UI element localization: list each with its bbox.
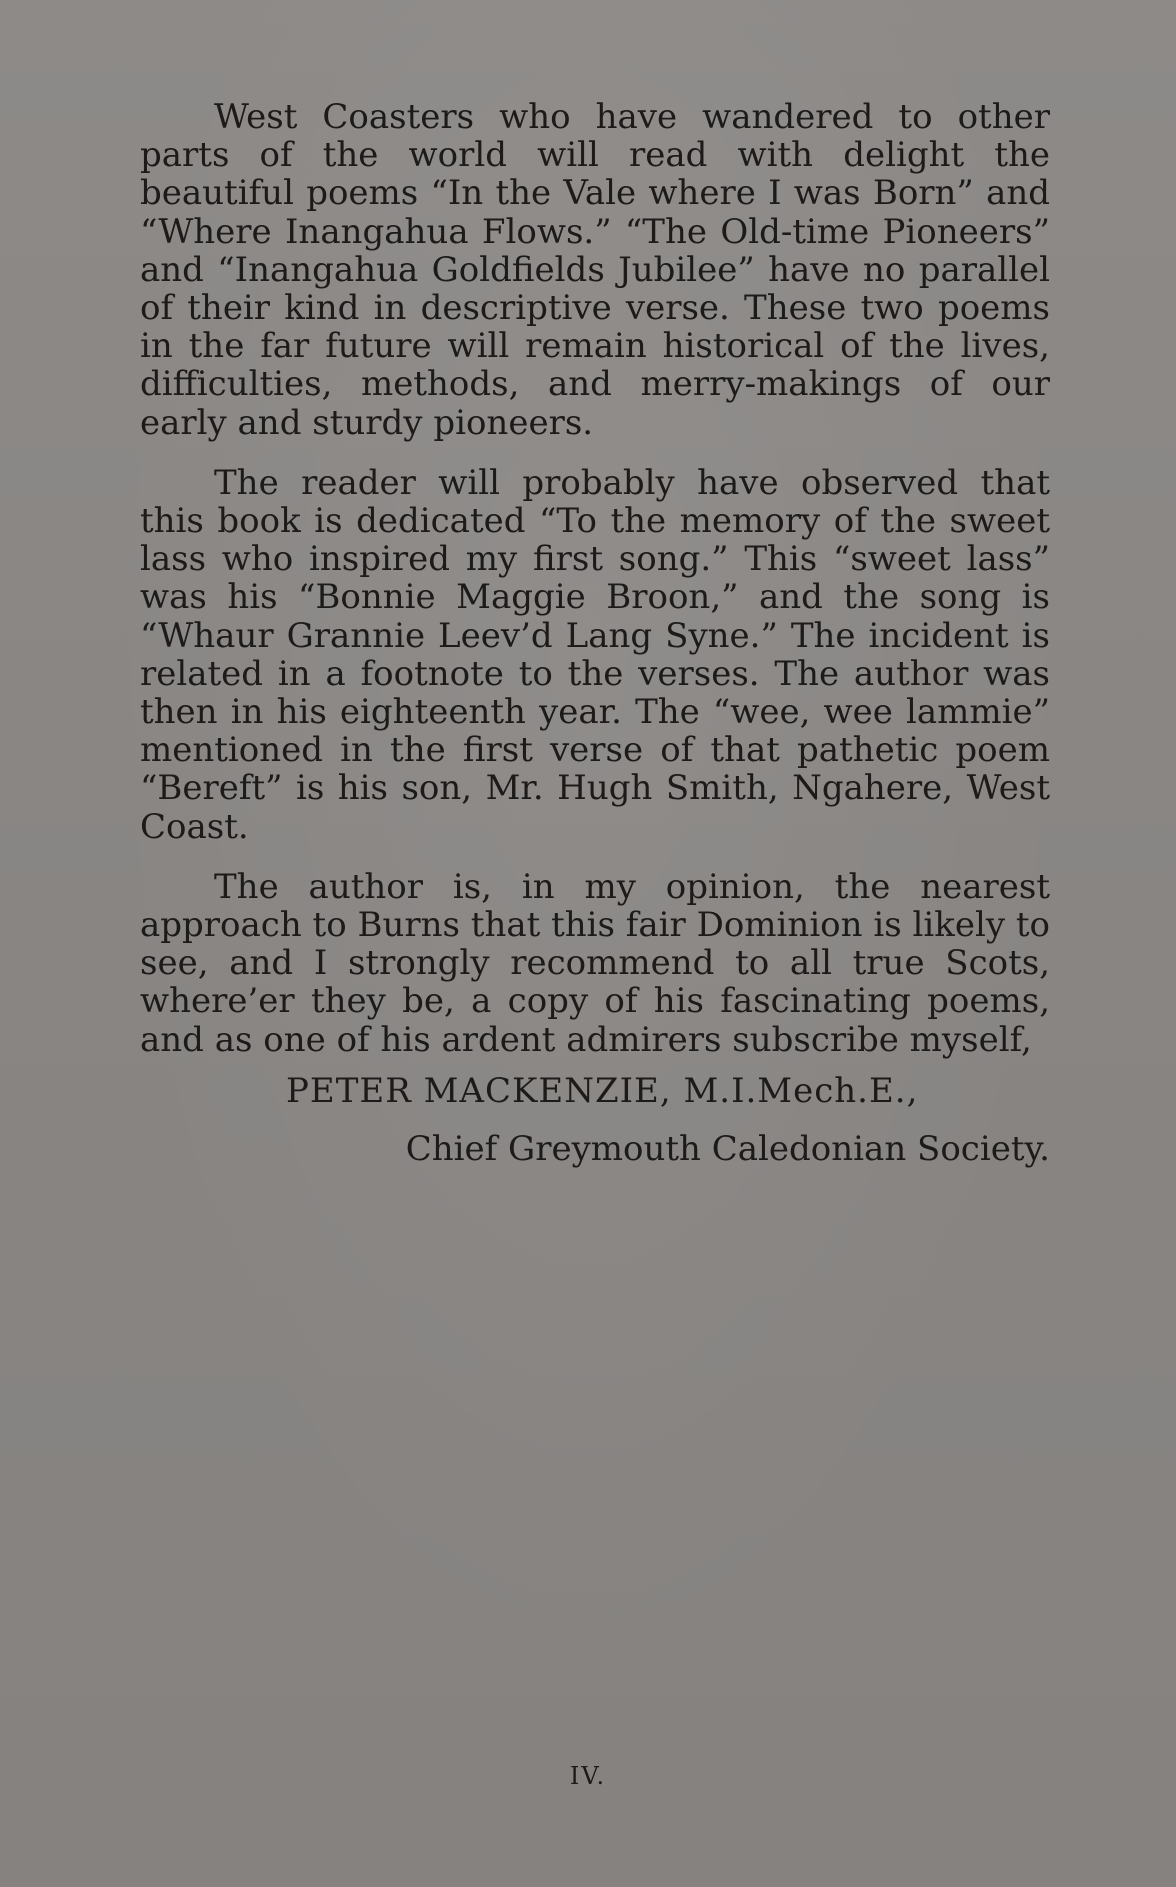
signature-title: Chief Greymouth Caledonian Society. <box>405 1129 1050 1169</box>
page-number: IV. <box>569 1762 607 1790</box>
paragraph-author-opinion: The author is, in my opinion, the nearest approach to Burns that this fair Dominion is likely to see, and I strongly recommend to all true Scots, where’er they be, a copy of his fascinating poems, and as one of his ardent admirers subscribe myself, <box>140 866 1050 1060</box>
body-text <box>140 98 1050 1059</box>
paragraph-dedication: The reader will probably have observed that this book is dedicated “To the memory of the sweet lass who inspired my first song.” This “sweet lass” was his “Bonnie Maggie Broon,” and the song is “Whaur Grannie Leev’d Lang Syne.” The incident is related in a footnote to the verses. The author was then in his eighteenth year. The “wee, wee lammie” mentioned in the first verse of that pathetic poem “Bereft” is his son, Mr. Hugh Smith, Ngahere, West Coast. <box>140 462 1050 847</box>
signature-block <box>140 1072 1050 1168</box>
signature-name: PETER MACKENZIE, M.I.Mech.E., <box>286 1071 919 1111</box>
paragraph-west-coasters: West Coasters who have wandered to other parts of the world will read with delight the beautiful poems “In the Vale where I was Born” and “Where Inangahua Flows.” “The Old-time Pioneers” and “Inangahua Goldfields Jubilee” have no parallel of their kind in descriptive verse. These two poems in the far future will remain historical of the lives, difficulties, methods, and merry-makings of our early and sturdy pioneers. <box>140 97 1050 443</box>
